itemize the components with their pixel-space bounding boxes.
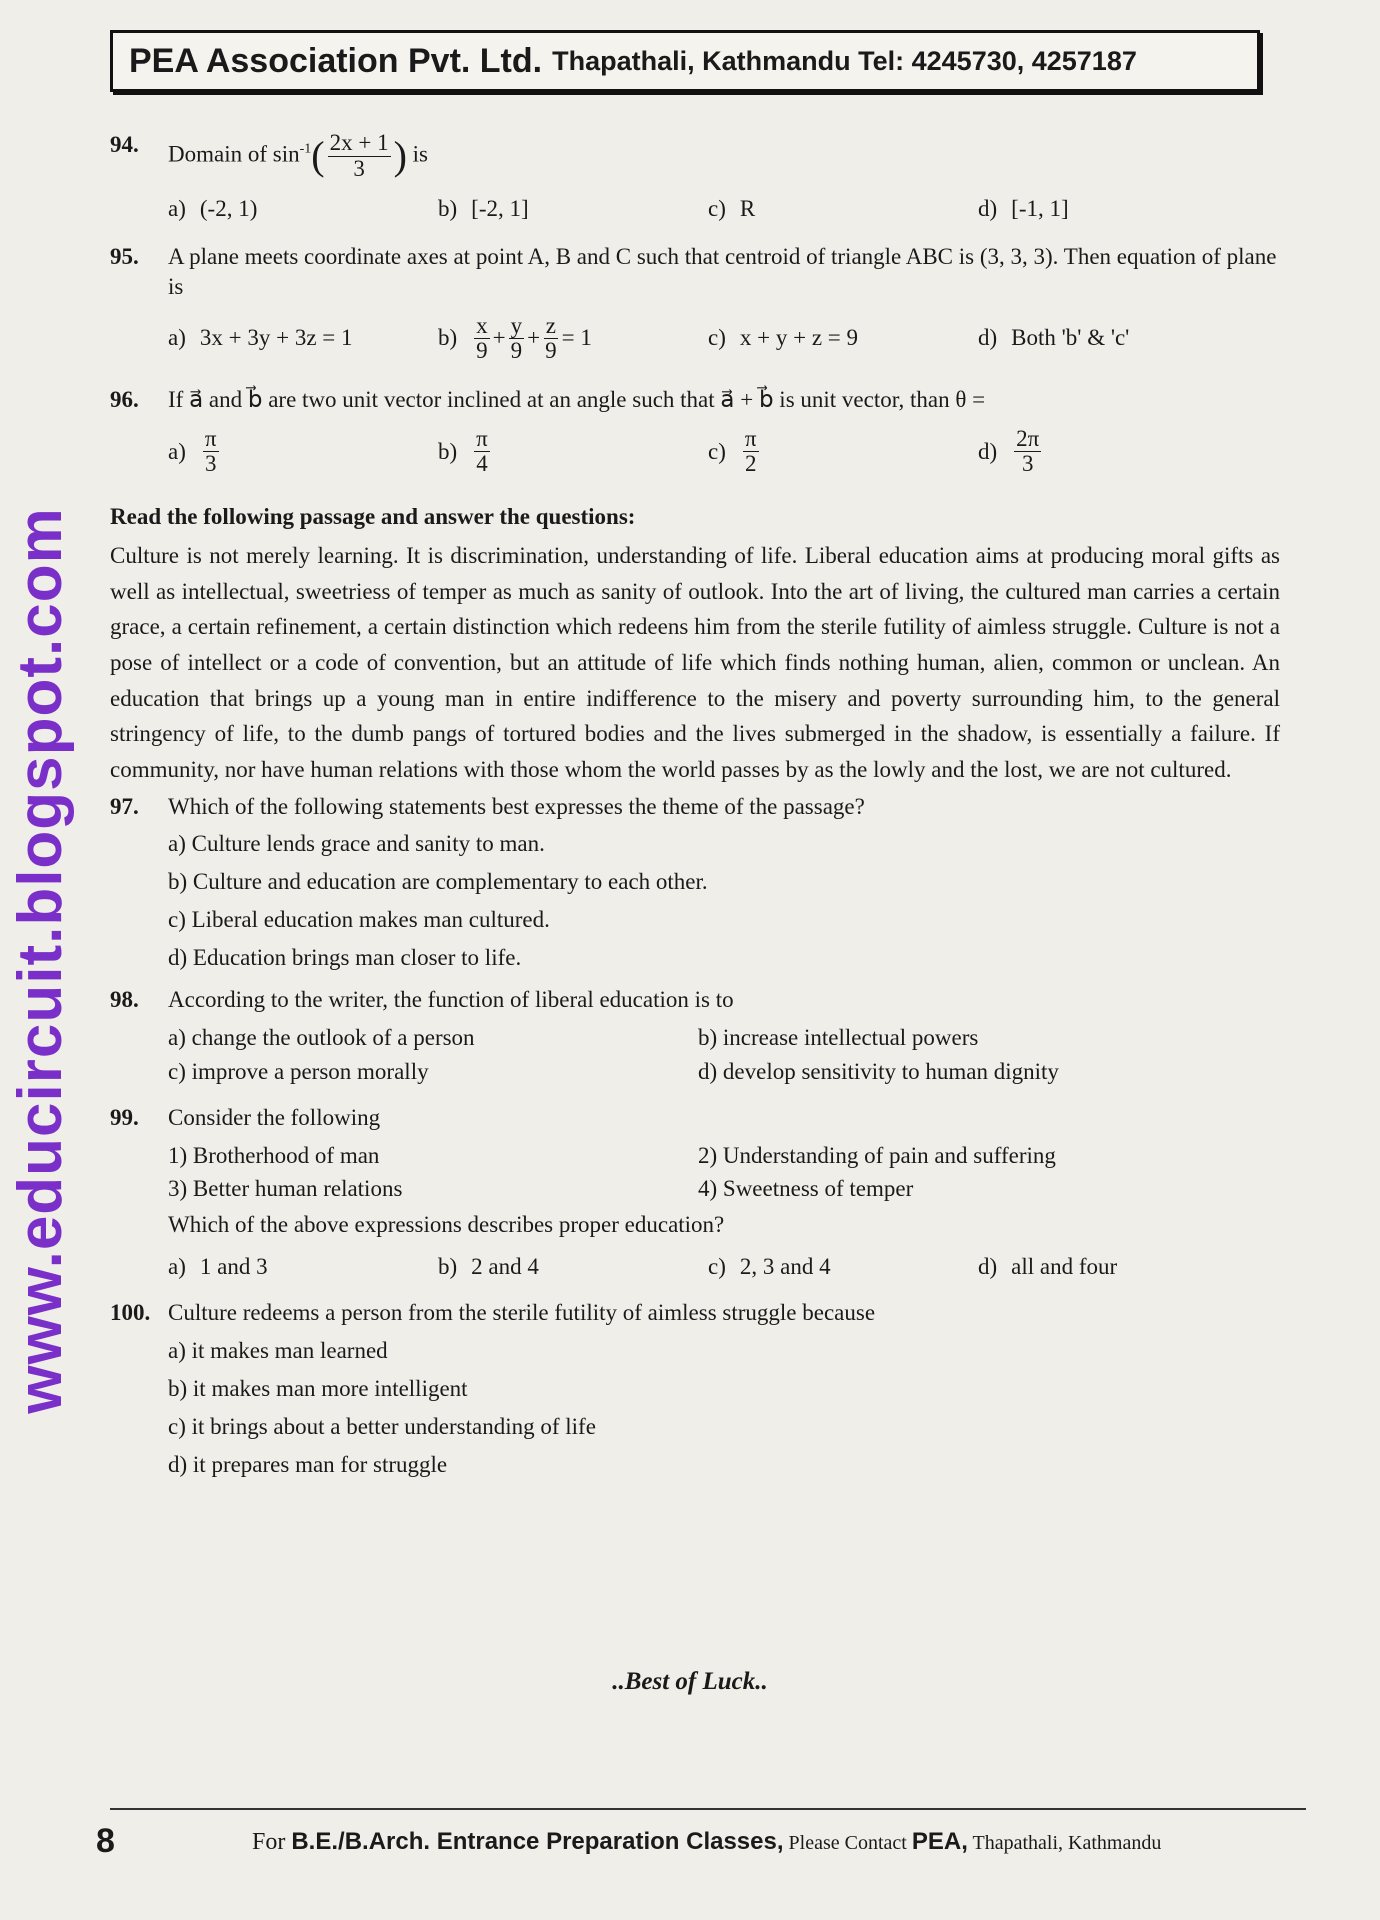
option-b bbox=[438, 194, 708, 224]
q97-options bbox=[168, 829, 1280, 973]
option-c bbox=[708, 1252, 978, 1282]
option-fraction bbox=[743, 427, 759, 476]
question-text: Domain of $\sin^{-1}$( $\frac{2x + 1}{3}$ ) is bbox=[168, 130, 429, 181]
option-a: a) it makes man learned bbox=[168, 1337, 388, 1363]
option-label: b) bbox=[438, 196, 458, 221]
frac-den: 3 bbox=[1021, 450, 1034, 476]
watermark bbox=[0, 420, 80, 1500]
frac-den: 4 bbox=[476, 450, 488, 476]
best-of-luck: ..Best of Luck.. bbox=[612, 1668, 768, 1695]
option-a bbox=[168, 1252, 438, 1282]
plus-sign: + bbox=[527, 325, 541, 351]
question-number: 96. bbox=[110, 386, 139, 412]
question-number: 95. bbox=[110, 243, 139, 269]
frac-num: π bbox=[744, 425, 757, 451]
frac-z bbox=[543, 314, 559, 363]
q94-fraction bbox=[328, 131, 391, 180]
header-org: PEA Association Pvt. Ltd. bbox=[129, 41, 543, 80]
frac-den: 3 bbox=[204, 450, 217, 476]
page-header bbox=[110, 30, 1260, 92]
page-number: 8 bbox=[96, 1822, 115, 1860]
question-99 bbox=[110, 1103, 1280, 1133]
option-d: d) it prepares man for struggle bbox=[168, 1451, 448, 1477]
option-label: a) bbox=[168, 196, 186, 221]
option-text: Both 'b' & 'c' bbox=[1011, 325, 1130, 351]
option-c bbox=[708, 427, 978, 476]
q94-sup: -1 bbox=[299, 141, 312, 157]
item-3: 3) Better human relations bbox=[168, 1176, 403, 1202]
question-96 bbox=[110, 385, 1280, 415]
frac-den: 9 bbox=[476, 337, 488, 363]
option-a bbox=[168, 427, 438, 476]
option-fraction bbox=[203, 427, 219, 476]
footer-prefix: For bbox=[252, 1829, 292, 1855]
option-c bbox=[708, 314, 978, 363]
frac-num: z bbox=[545, 312, 556, 338]
q98-options bbox=[168, 1023, 1280, 1087]
option-label: d) bbox=[978, 325, 998, 351]
option-label: c) bbox=[708, 1254, 726, 1280]
option-text: 3x + 3y + 3z = 1 bbox=[199, 325, 353, 351]
question-95 bbox=[110, 242, 1280, 302]
option-label: a) bbox=[168, 438, 186, 464]
option-text: 2, 3 and 4 bbox=[739, 1254, 831, 1280]
option-b: b) Culture and education are complementary to each other. bbox=[168, 869, 708, 895]
option-d bbox=[978, 1252, 1248, 1282]
question-number: 94. bbox=[110, 132, 139, 157]
frac-den: 2 bbox=[744, 450, 757, 476]
q94-options bbox=[168, 194, 1280, 224]
option-d: d) develop sensitivity to human dignity bbox=[698, 1058, 1059, 1084]
option-c bbox=[708, 194, 978, 224]
frac-num: y bbox=[510, 312, 523, 338]
question-number: 98. bbox=[110, 986, 139, 1012]
watermark-text: www.educircuit.blogspot.com bbox=[5, 506, 75, 1414]
question-text: Culture redeems a person from the sterile futility of aimless struggle because bbox=[168, 1300, 876, 1326]
option-text: [-2, 1] bbox=[471, 196, 529, 221]
question-100 bbox=[110, 1298, 1280, 1328]
question-94 bbox=[110, 130, 1280, 182]
frac-y bbox=[509, 314, 525, 363]
q94-numerator: 2x + 1 bbox=[329, 130, 389, 156]
q99-question: Which of the above expressions describes proper education? bbox=[168, 1212, 725, 1238]
frac-num: x bbox=[476, 312, 488, 338]
question-text: If a⃗ and b⃗ are two unit vector inclined at an angle such that a⃗ + b⃗ is unit vector, than θ = bbox=[168, 386, 986, 412]
q99-items bbox=[168, 1141, 1280, 1205]
option-a: a) change the outlook of a person bbox=[168, 1024, 475, 1050]
equals-one: = 1 bbox=[561, 325, 592, 351]
item-4: 4) Sweetness of temper bbox=[698, 1176, 914, 1202]
frac-den: 9 bbox=[545, 337, 557, 363]
option-a bbox=[168, 194, 438, 224]
question-text: Consider the following bbox=[168, 1104, 381, 1130]
option-label: b) bbox=[438, 1254, 458, 1280]
option-b: b) it makes man more intelligent bbox=[168, 1375, 468, 1401]
option-a: a) Culture lends grace and sanity to man. bbox=[168, 831, 545, 857]
frac-num: π bbox=[204, 425, 217, 451]
footer-suffix: Thapathali, Kathmandu bbox=[967, 1832, 1162, 1854]
option-label: a) bbox=[168, 1254, 186, 1280]
question-number: 99. bbox=[110, 1104, 139, 1130]
option-d bbox=[978, 194, 1248, 224]
option-text: (-2, 1) bbox=[199, 196, 258, 221]
option-b bbox=[438, 427, 708, 476]
question-text: Which of the following statements best expresses the theme of the passage? bbox=[168, 793, 865, 819]
passage-title: Read the following passage and answer the questions: bbox=[110, 504, 636, 530]
option-text: 2 and 4 bbox=[471, 1254, 539, 1280]
option-label: a) bbox=[168, 325, 186, 351]
option-fraction bbox=[1014, 427, 1041, 476]
footer-bold-2: PEA, bbox=[911, 1828, 968, 1855]
option-label: b) bbox=[438, 325, 458, 351]
option-label: c) bbox=[708, 438, 726, 464]
footer-bold-1: B.E./B.Arch. Entrance Preparation Classes, bbox=[291, 1828, 784, 1855]
item-2: 2) Understanding of pain and suffering bbox=[698, 1142, 1056, 1168]
footer-text bbox=[252, 1828, 1161, 1856]
option-b: b) increase intellectual powers bbox=[698, 1024, 979, 1050]
q96-options bbox=[168, 427, 1280, 476]
option-fraction bbox=[474, 427, 490, 476]
question-number: 100. bbox=[110, 1300, 151, 1326]
q94-prefix: Domain of sin bbox=[168, 141, 300, 167]
option-label: b) bbox=[438, 438, 458, 464]
q94-suffix: is bbox=[412, 141, 429, 167]
passage-text: Culture is not merely learning. It is discrimination, understanding of life. Liberal education aims at producing moral gifts as well as intellectual, sweetriess of temper as much as sanity of outlook. Into the art of living, the cultured man carries a certain grace, a certain refinement, a certain distinction which redeens him from the sterile futility of aimless struggle. Culture is not a pose of intellect or a code of convention, but an attitude of life which finds nothing human, alien, common or unclean. An education that brings up a young man in entire indifference to the misery and poverty surrounding him, to the general stringency of life, to the dumb pangs of tortured bodies and the lives submerged in the shadow, is essentially a failure. If community, nor have human relations with those whom the world passes by as the lowly and the lost, we are not cultured. bbox=[110, 543, 1280, 782]
plus-sign: + bbox=[492, 325, 506, 351]
question-text: A plane meets coordinate axes at point A, B and C such that centroid of triangle ABC is (3, 3, 3). Then equation of plane is bbox=[168, 243, 1277, 299]
q95-options bbox=[168, 314, 1280, 363]
q94-denominator: 3 bbox=[353, 155, 365, 181]
footer-small: Please Contact bbox=[783, 1832, 912, 1854]
exam-content bbox=[110, 118, 1280, 1488]
option-label: c) bbox=[708, 196, 726, 221]
q100-options bbox=[168, 1336, 1280, 1480]
option-c: c) Liberal education makes man cultured. bbox=[168, 907, 550, 933]
option-a bbox=[168, 314, 438, 363]
option-c: c) improve a person morally bbox=[168, 1058, 429, 1084]
frac-num: 2π bbox=[1016, 425, 1040, 451]
option-label: d) bbox=[978, 438, 998, 464]
option-b bbox=[438, 314, 708, 363]
option-d bbox=[978, 314, 1248, 363]
option-b bbox=[438, 1252, 708, 1282]
option-text: x + y + z = 9 bbox=[739, 325, 858, 351]
option-label: d) bbox=[978, 1254, 998, 1280]
option-d: d) Education brings man closer to life. bbox=[168, 945, 522, 971]
q99-options bbox=[168, 1252, 1280, 1282]
option-label: d) bbox=[978, 196, 998, 221]
option-text: R bbox=[739, 196, 756, 221]
option-label: c) bbox=[708, 325, 726, 351]
frac-num: π bbox=[476, 425, 488, 451]
header-address: Thapathali, Kathmandu Tel: 4245730, 4257187 bbox=[552, 45, 1137, 76]
footer-divider bbox=[110, 1808, 1306, 1810]
question-98 bbox=[110, 985, 1280, 1015]
option-text: 1 and 3 bbox=[199, 1254, 268, 1280]
frac-x bbox=[474, 314, 490, 363]
option-c: c) it brings about a better understanding of life bbox=[168, 1413, 596, 1439]
frac-den: 9 bbox=[510, 337, 523, 363]
question-97 bbox=[110, 792, 1280, 822]
option-text: all and four bbox=[1011, 1254, 1118, 1280]
option-text: [-1, 1] bbox=[1011, 196, 1069, 221]
option-d bbox=[978, 427, 1248, 476]
question-number: 97. bbox=[110, 793, 139, 819]
question-text: According to the writer, the function of liberal education is to bbox=[168, 986, 734, 1012]
item-1: 1) Brotherhood of man bbox=[168, 1142, 380, 1168]
